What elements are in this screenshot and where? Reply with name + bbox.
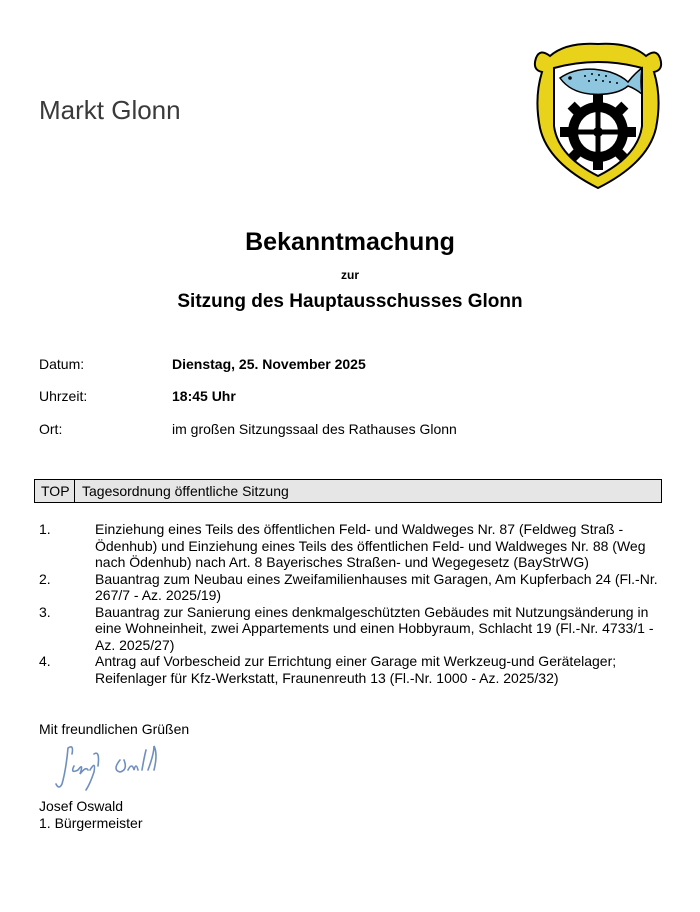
agenda-item-text: Bauantrag zum Neubau eines Zweifamilienhauses mit Garagen, Am Kupferbach 24 (Fl.-Nr. 267/7 - Az. 2025/19) [95,570,658,603]
agenda-item [39,604,664,654]
agenda-header [34,479,662,503]
coat-of-arms-icon [530,38,666,190]
signer-role: 1. Bürgermeister [39,815,143,831]
title-connector: zur [341,268,359,282]
place-value: im großen Sitzungssaal des Rathauses Glonn [172,421,457,437]
agenda-item-text: Einziehung eines Teils des öffentlichen Feld- und Waldweges Nr. 87 (Feldweg Straß - Ödenhub) und Einziehung eines Teils des öffentlichen Feld- und Waldweges Nr. 88 (Weg nach Ödenhub) nach Art. 8 Bayerisches Straßen- und Wegegesetz (BayStrWG) [95,521,646,570]
time-value: 18:45 Uhr [172,388,236,404]
agenda-item-text: Bauantrag zur Sanierung eines denkmalgeschützten Gebäudes mit Nutzungsänderung in eine Wohneinheit, zwei Appartements und einen Hobbyraum, Schlacht 19 (Fl.-Nr. 4733/1 - Az. 2025/27) [95,603,654,653]
document-title: Bekanntmachung [245,228,455,256]
agenda-top-column: TOP [35,480,75,502]
place-label: Ort: [39,421,63,437]
agenda-item-number: 2. [39,570,51,587]
agenda-item-number: 1. [39,521,51,537]
signer-block [39,798,142,832]
municipality-name: Markt Glonn [39,95,181,125]
date-label: Datum: [39,356,85,372]
closing-greeting: Mit freundlichen Grüßen [39,721,190,737]
agenda-item [39,521,664,571]
agenda-title-column: Tagesordnung öffentliche Sitzung [82,483,289,499]
agenda-item-number: 4. [39,653,51,669]
agenda-item [39,653,664,686]
agenda-list [39,521,664,686]
signer-name: Josef Oswald [39,798,124,814]
agenda-item [39,571,664,604]
handwritten-signature [50,740,180,795]
document-subtitle: Sitzung des Hauptausschusses Glonn [177,291,523,312]
date-value: Dienstag, 25. November 2025 [172,356,366,372]
time-label: Uhrzeit: [39,388,88,404]
agenda-item-text: Antrag auf Vorbescheid zur Errichtung einer Garage mit Werkzeug-und Gerätelager; Reifenlager für Kfz-Werkstatt, Fraunenreuth 13 (Fl.-Nr. 1000 - Az. 2025/32) [95,653,617,686]
agenda-item-number: 3. [39,603,51,620]
